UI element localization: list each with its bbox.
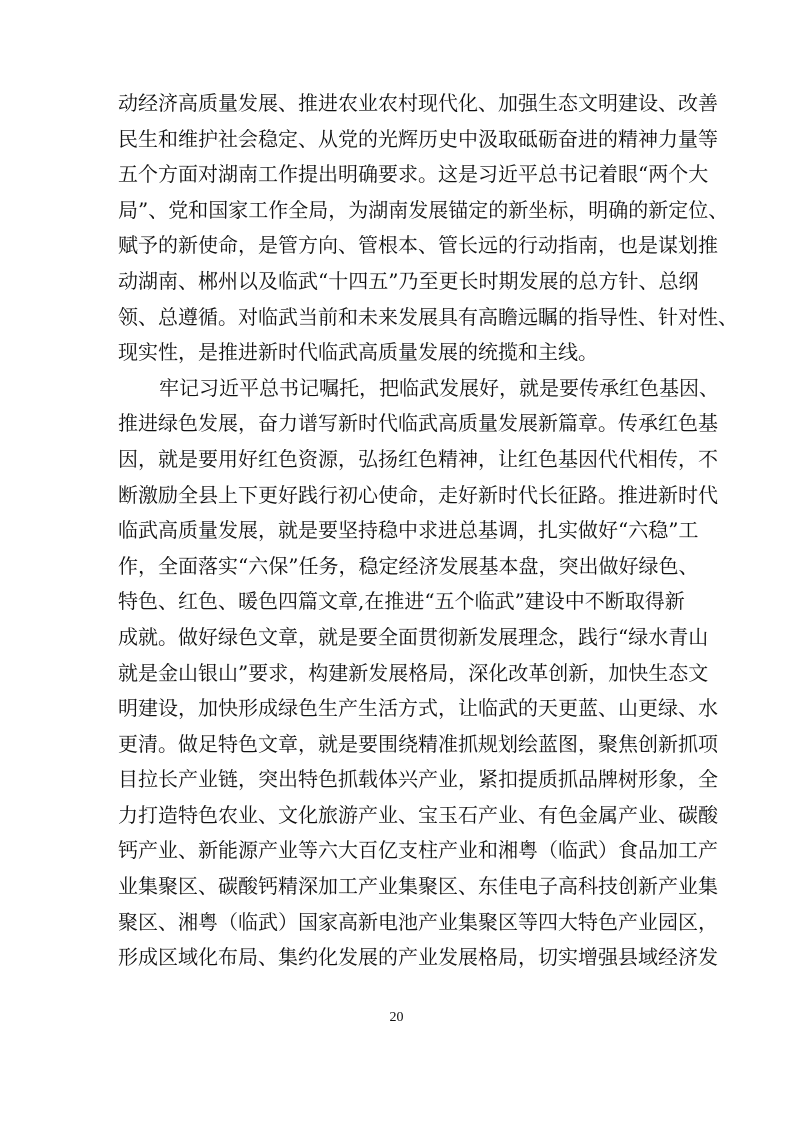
text-line: 现实性，是推进新时代临武高质量发展的统揽和主线。: [118, 340, 598, 365]
text-line: 领、总遵循。对临武当前和未来发展具有高瞻远瞩的指导性、针对性、: [118, 304, 738, 329]
text-line: 推进绿色发展，奋力谱写新时代临武高质量发展新篇章。传承红色基: [118, 411, 718, 436]
text-line: 因，就是要用好红色资源，弘扬红色精神，让红色基因代代相传，不: [118, 446, 718, 471]
body-text: [118, 86, 738, 976]
text-line: 牢记习近平总书记嘱托，把临武发展好，就是要传承红色基因、: [159, 375, 719, 400]
text-line: 民生和维护社会稳定、从党的光辉历史中汲取砥砺奋进的精神力量等: [118, 126, 718, 151]
text-line: 钙产业、新能源产业等六大百亿支柱产业和湘粤（临武）食品加工产: [118, 838, 718, 863]
text-line: 目拉长产业链，突出特色抓载体兴产业，紧扣提质抓品牌树形象，全: [118, 767, 718, 792]
text-line: 成就。做好绿色文章，就是要全面贯彻新发展理念，践行“绿水青山: [118, 624, 709, 649]
text-line: 五个方面对湖南工作提出明确要求。这是习近平总书记着眼“两个大: [118, 162, 709, 187]
text-line: 动湖南、郴州以及临武“十四五”乃至更长时期发展的总方针、总纲: [118, 268, 699, 293]
text-line: 聚区、湘粤（临武）国家高新电池产业集聚区等四大特色产业园区，: [118, 909, 718, 934]
paragraph-2: [118, 371, 719, 976]
text-line: 更清。做足特色文章，就是要围绕精准抓规划绘蓝图，聚焦创新抓项: [118, 731, 718, 756]
text-line: 力打造特色农业、文化旅游产业、宝玉石产业、有色金属产业、碳酸: [118, 802, 718, 827]
text-line: 断激励全县上下更好践行初心使命，走好新时代长征路。推进新时代: [118, 482, 718, 507]
text-line: 明建设，加快形成绿色生产生活方式，让临武的天更蓝、山更绿、水: [118, 696, 718, 721]
text-line: 临武高质量发展，就是要坚持稳中求进总基调，扎实做好“六稳”工: [118, 518, 699, 543]
paragraph-1: [118, 86, 738, 371]
text-line: 动经济高质量发展、推进农业农村现代化、加强生态文明建设、改善: [118, 91, 718, 115]
text-line: 特色、红色、暖色四篇文章,在推进“五个临武”建设中不断取得新: [118, 589, 685, 614]
text-line: 就是金山银山”要求，构建新发展格局，深化改革创新，加快生态文: [118, 660, 709, 685]
text-line: 作，全面落实“六保”任务，稳定经济发展基本盘，突出做好绿色、: [118, 553, 699, 578]
text-line: 赋予的新使命，是管方向、管根本、管长远的行动指南，也是谋划推: [118, 233, 718, 258]
text-line: 业集聚区、碳酸钙精深加工产业集聚区、东佳电子高科技创新产业集: [118, 874, 718, 899]
text-line: 形成区域化布局、集约化发展的产业发展格局，切实增强县域经济发: [118, 945, 718, 970]
text-line: 局”、党和国家工作全局，为湖南发展锚定的新坐标，明确的新定位、: [118, 197, 729, 222]
page-number: 20: [389, 1010, 404, 1025]
